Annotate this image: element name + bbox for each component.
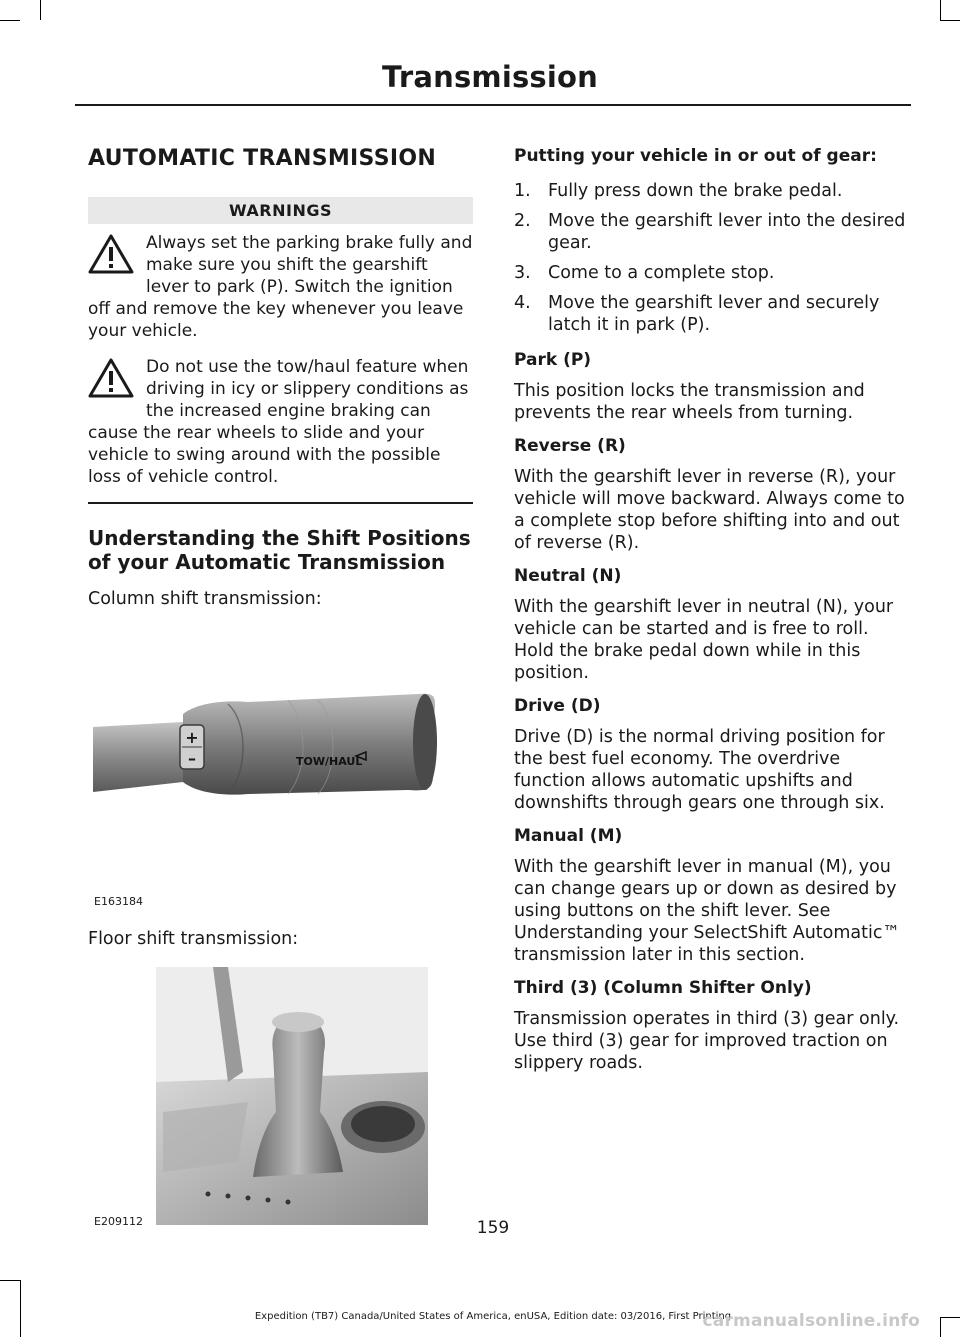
step-number: 4. (514, 293, 531, 313)
page-title: Transmission (382, 60, 598, 94)
crop-mark (940, 20, 960, 21)
warnings-heading: WARNINGS (88, 197, 473, 224)
step-text: Come to a complete stop. (548, 263, 775, 283)
position-heading: Drive (D) (514, 696, 601, 716)
step-text: Move the gearshift lever into the desired gear. (548, 211, 906, 253)
figure-id: E163184 (94, 895, 143, 908)
position-heading: Reverse (R) (514, 436, 626, 456)
header-rule (75, 104, 911, 106)
crop-mark (0, 20, 20, 21)
position-heading: Third (3) (Column Shifter Only) (514, 978, 812, 998)
position-heading: Neutral (N) (514, 566, 622, 586)
subsection-title: Understanding the Shift Positions of your Automatic Transmission (88, 526, 471, 574)
position-text: Transmission operates in third (3) gear only. Use third (3) gear for improved traction on slippery roads. (514, 1009, 900, 1073)
list-item (514, 292, 908, 336)
page-number: 159 (476, 1218, 510, 1238)
warning-1 (88, 232, 473, 342)
crop-mark (940, 0, 941, 20)
crop-mark (0, 1280, 20, 1281)
crop-mark (20, 1280, 21, 1337)
steps-list (514, 180, 908, 336)
tow-haul-label: TOW/HAUL (296, 755, 363, 768)
figure-id: E209112 (94, 1215, 143, 1228)
floor-shifter-illustration (88, 962, 473, 1232)
step-text: Fully press down the brake pedal. (548, 181, 843, 201)
warning-text: Always set the parking brake fully and make sure you shift the gearshift lever to park (P). Switch the ignition off and remove the key whenever you leave your vehicle. (88, 233, 473, 341)
list-item (514, 210, 908, 254)
warning-2 (88, 356, 473, 488)
plus-button: + (185, 728, 199, 747)
figure-floor-shifter (88, 962, 473, 1232)
warning-triangle-icon (88, 358, 134, 398)
step-text: Move the gearshift lever and securely latch it in park (P). (548, 293, 880, 335)
section-title: AUTOMATIC TRANSMISSION (88, 146, 437, 171)
position-text: Drive (D) is the normal driving position for the best fuel economy. The overdrive function allows automatic upshifts and downshifts through gears one through six. (514, 727, 885, 813)
figure-column-shifter (88, 622, 473, 912)
position-heading: Manual (M) (514, 826, 623, 846)
footer-edition-text: Expedition (TB7) Canada/United States of America, enUSA, Edition date: 03/2016, First Printing (254, 1311, 732, 1322)
list-item (514, 180, 908, 202)
list-item (514, 262, 908, 284)
crop-mark (40, 0, 41, 20)
column-shifter-illustration (88, 622, 473, 892)
position-text: With the gearshift lever in reverse (R), your vehicle will move backward. Always come to a complete stop before shifting into and out of reverse (R). (514, 467, 905, 553)
putting-in-gear-heading: Putting your vehicle in or out of gear: (514, 146, 877, 166)
warning-text: Do not use the tow/haul feature when driving in icy or slippery conditions as the increased engine braking can cause the rear wheels to slide and your vehicle to swing around with the possible loss of vehicle control. (88, 357, 469, 487)
right-column (514, 146, 908, 1086)
floor-shift-label: Floor shift transmission: (88, 929, 299, 949)
position-text: With the gearshift lever in neutral (N), your vehicle can be started and is free to roll. Hold the brake pedal down while in this position. (514, 597, 894, 683)
column-shift-label: Column shift transmission: (88, 589, 322, 609)
step-number: 2. (514, 211, 531, 231)
watermark: carmanualsonline.info (702, 1311, 920, 1331)
step-number: 3. (514, 263, 531, 283)
minus-button: – (188, 749, 196, 768)
step-number: 1. (514, 181, 531, 201)
position-text: With the gearshift lever in manual (M), you can change gears up or down as desired by using buttons on the shift lever. See Understanding your SelectShift Automatic™ transmission later in this section. (514, 857, 900, 965)
position-heading: Park (P) (514, 350, 592, 370)
left-column (88, 146, 473, 1248)
position-text: This position locks the transmission and prevents the rear wheels from turning. (514, 381, 865, 423)
warnings-end-rule (88, 502, 473, 504)
warning-triangle-icon (88, 234, 134, 274)
